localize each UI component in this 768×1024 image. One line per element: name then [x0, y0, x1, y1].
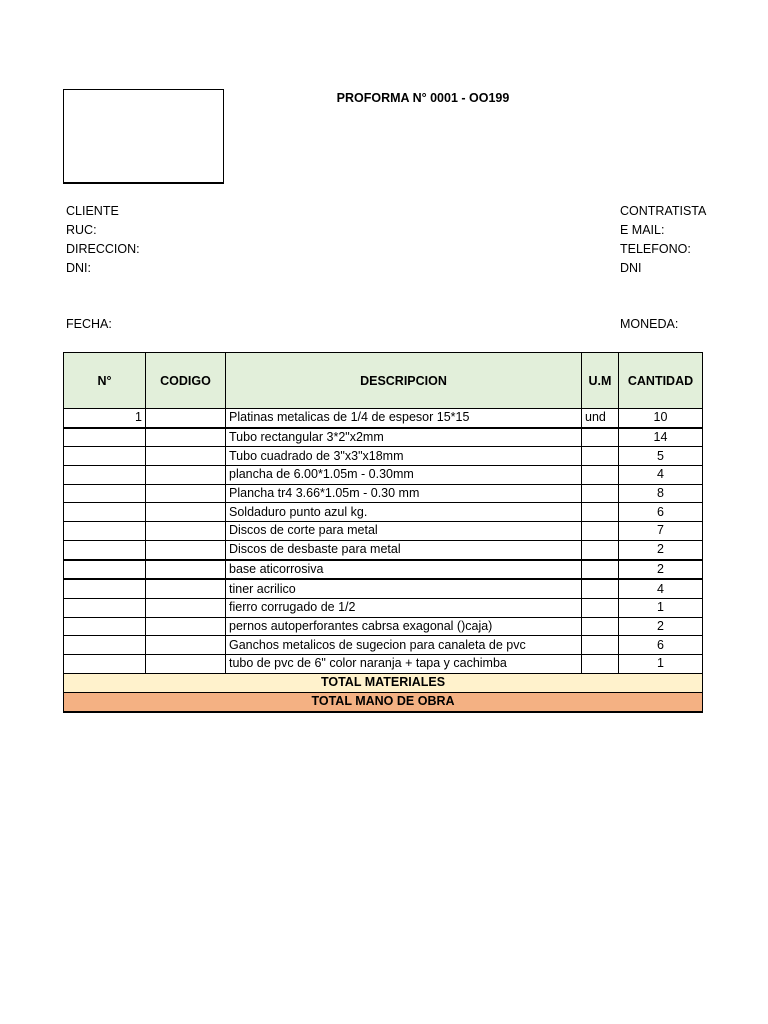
- row-codigo: [146, 466, 226, 485]
- row-codigo: [146, 409, 226, 428]
- table-row: [64, 428, 703, 447]
- table-row: [64, 540, 703, 559]
- direccion-label: DIRECCION:: [66, 242, 140, 256]
- row-cantidad: 4: [619, 466, 703, 485]
- table-row: [64, 522, 703, 541]
- row-um: [582, 484, 619, 503]
- row-descripcion: Tubo cuadrado de 3"x3"x18mm: [226, 447, 582, 466]
- row-numero: [64, 522, 146, 541]
- row-numero: [64, 447, 146, 466]
- row-um: [582, 466, 619, 485]
- row-descripcion: tubo de pvc de 6" color naranja + tapa y cachimba: [226, 654, 582, 673]
- logo-placeholder: [63, 89, 224, 183]
- ruc-label: RUC:: [66, 223, 97, 237]
- row-descripcion: Discos de desbaste para metal: [226, 540, 582, 559]
- row-um: [582, 560, 619, 580]
- row-codigo: [146, 484, 226, 503]
- total-mano-obra-row: [64, 692, 703, 712]
- row-um: [582, 522, 619, 541]
- header-numero: N°: [64, 353, 146, 409]
- total-materiales-row: [64, 673, 703, 692]
- row-descripcion: tiner acrilico: [226, 579, 582, 598]
- row-numero: [64, 466, 146, 485]
- header-cantidad: CANTIDAD: [619, 353, 703, 409]
- row-um: [582, 636, 619, 655]
- contratista-label: CONTRATISTA: [620, 204, 707, 218]
- row-descripcion: pernos autoperforantes cabrsa exagonal ()caja): [226, 617, 582, 636]
- fecha-label: FECHA:: [66, 317, 112, 331]
- table-row: [64, 579, 703, 598]
- row-descripcion: fierro corrugado de 1/2: [226, 598, 582, 617]
- table-row: [64, 560, 703, 580]
- row-numero: [64, 654, 146, 673]
- row-cantidad: 8: [619, 484, 703, 503]
- row-cantidad: 10: [619, 409, 703, 428]
- row-cantidad: 5: [619, 447, 703, 466]
- header-codigo: CODIGO: [146, 353, 226, 409]
- row-numero: [64, 636, 146, 655]
- table-row: [64, 654, 703, 673]
- table-row: [64, 503, 703, 522]
- dni-label: DNI:: [66, 261, 91, 275]
- row-codigo: [146, 654, 226, 673]
- row-codigo: [146, 503, 226, 522]
- row-descripcion: plancha de 6.00*1.05m - 0.30mm: [226, 466, 582, 485]
- row-cantidad: 14: [619, 428, 703, 447]
- row-um: [582, 579, 619, 598]
- row-um: [582, 540, 619, 559]
- row-numero: 1: [64, 409, 146, 428]
- row-descripcion: base aticorrosiva: [226, 560, 582, 580]
- table-row: [64, 636, 703, 655]
- row-codigo: [146, 522, 226, 541]
- table-row: [64, 466, 703, 485]
- row-codigo: [146, 447, 226, 466]
- row-descripcion: Soldaduro punto azul kg.: [226, 503, 582, 522]
- row-numero: [64, 617, 146, 636]
- row-numero: [64, 484, 146, 503]
- table-row: [64, 447, 703, 466]
- row-cantidad: 1: [619, 598, 703, 617]
- row-codigo: [146, 579, 226, 598]
- row-cantidad: 1: [619, 654, 703, 673]
- row-descripcion: Tubo rectangular 3*2"x2mm: [226, 428, 582, 447]
- row-descripcion: Plancha tr4 3.66*1.05m - 0.30 mm: [226, 484, 582, 503]
- row-codigo: [146, 540, 226, 559]
- row-numero: [64, 560, 146, 580]
- row-um: [582, 617, 619, 636]
- row-numero: [64, 540, 146, 559]
- table-row: [64, 598, 703, 617]
- moneda-label: MONEDA:: [620, 317, 679, 331]
- contratista-dni-label: DNI: [620, 261, 642, 275]
- row-cantidad: 2: [619, 540, 703, 559]
- row-descripcion: Discos de corte para metal: [226, 522, 582, 541]
- total-materiales-label: TOTAL MATERIALES: [64, 673, 703, 692]
- row-um: und: [582, 409, 619, 428]
- row-cantidad: 2: [619, 617, 703, 636]
- table-row: [64, 484, 703, 503]
- row-numero: [64, 579, 146, 598]
- row-numero: [64, 428, 146, 447]
- email-label: E MAIL:: [620, 223, 665, 237]
- table-row: [64, 617, 703, 636]
- table-row: [64, 409, 703, 428]
- row-um: [582, 447, 619, 466]
- cliente-label: CLIENTE: [66, 204, 119, 218]
- row-um: [582, 654, 619, 673]
- items-table: [63, 352, 703, 713]
- row-cantidad: 7: [619, 522, 703, 541]
- row-cantidad: 4: [619, 579, 703, 598]
- row-numero: [64, 598, 146, 617]
- row-codigo: [146, 636, 226, 655]
- row-codigo: [146, 428, 226, 447]
- row-descripcion: Ganchos metalicos de sugecion para canaleta de pvc: [226, 636, 582, 655]
- row-numero: [64, 503, 146, 522]
- header-um: U.M: [582, 353, 619, 409]
- row-codigo: [146, 560, 226, 580]
- row-codigo: [146, 617, 226, 636]
- document-title: PROFORMA N° 0001 - OO199: [336, 91, 510, 105]
- row-um: [582, 428, 619, 447]
- row-codigo: [146, 598, 226, 617]
- row-cantidad: 6: [619, 636, 703, 655]
- total-mano-obra-label: TOTAL MANO DE OBRA: [64, 692, 703, 712]
- telefono-label: TELEFONO:: [620, 242, 691, 256]
- header-descripcion: DESCRIPCION: [226, 353, 582, 409]
- table-header-row: [64, 353, 703, 409]
- row-descripcion: Platinas metalicas de 1/4 de espesor 15*15: [226, 409, 582, 428]
- row-cantidad: 6: [619, 503, 703, 522]
- row-um: [582, 503, 619, 522]
- row-cantidad: 2: [619, 560, 703, 580]
- row-um: [582, 598, 619, 617]
